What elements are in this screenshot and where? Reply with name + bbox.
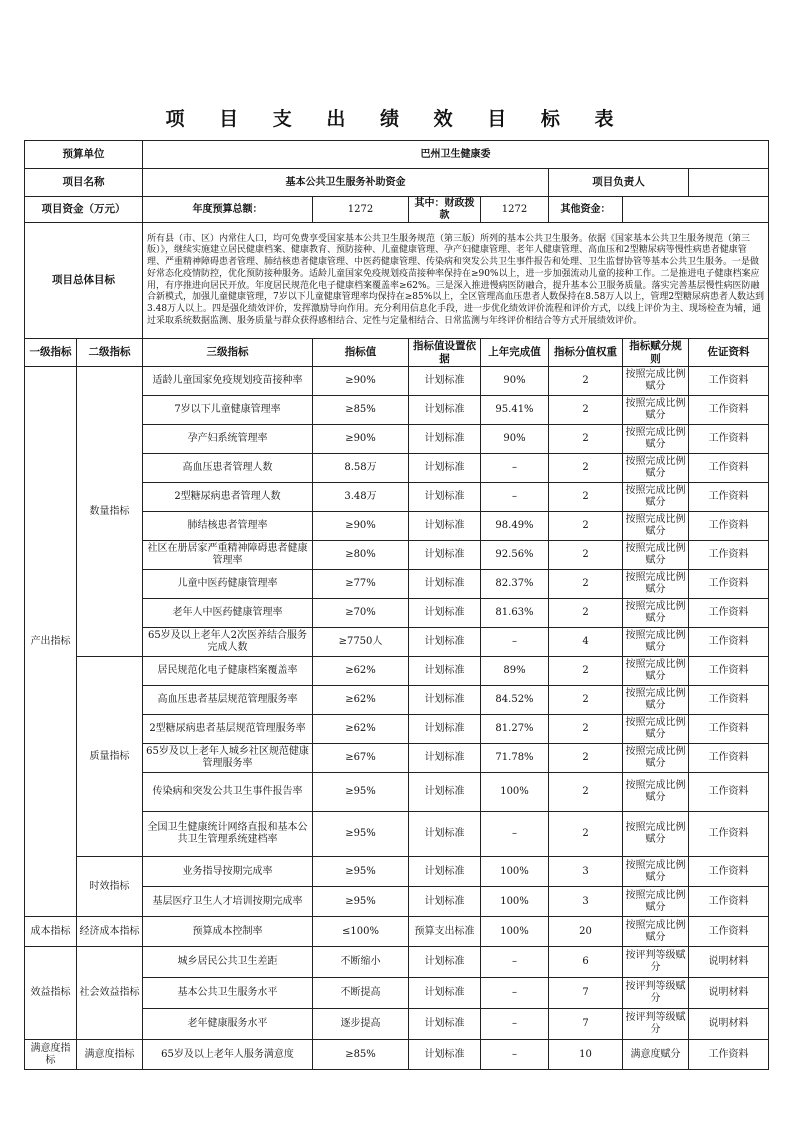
indicator-name: 社区在册居家严重精神障碍患者健康管理率: [143, 541, 313, 570]
level2-timeliness: 时效指标: [77, 857, 143, 917]
prev-value: –: [481, 483, 549, 512]
prev-value: 95.41%: [481, 396, 549, 425]
level2-econ-cost: 经济成本指标: [77, 917, 143, 947]
scoring-rule: 按照完成比例赋分: [623, 773, 689, 812]
indicator-value: ≥85%: [313, 396, 409, 425]
weight: 7: [549, 978, 623, 1009]
scoring-rule: 按照完成比例赋分: [623, 454, 689, 483]
weight: 2: [549, 454, 623, 483]
indicator-name: 7岁以下儿童健康管理率: [143, 396, 313, 425]
weight: 2: [549, 483, 623, 512]
indicator-basis: 计划标准: [409, 541, 481, 570]
indicator-value: ≥80%: [313, 541, 409, 570]
evidence: 工作资料: [689, 686, 769, 715]
indicator-value: ≥90%: [313, 367, 409, 396]
evidence: 说明材料: [689, 978, 769, 1009]
indicator-value: 8.58万: [313, 454, 409, 483]
prev-value: 71.78%: [481, 744, 549, 773]
level1-cost: 成本指标: [25, 917, 77, 947]
scoring-rule: 按照完成比例赋分: [623, 628, 689, 657]
scoring-rule: 按照完成比例赋分: [623, 686, 689, 715]
evidence: 工作资料: [689, 425, 769, 454]
indicator-value: ≤100%: [313, 917, 409, 947]
weight: 20: [549, 917, 623, 947]
weight: 10: [549, 1040, 623, 1070]
indicator-name: 城乡居民公共卫生差距: [143, 947, 313, 978]
prev-value: –: [481, 812, 549, 857]
scoring-rule: 按照完成比例赋分: [623, 887, 689, 917]
other-funds-value: [623, 197, 769, 223]
weight: 4: [549, 628, 623, 657]
scoring-rule: 按照完成比例赋分: [623, 917, 689, 947]
indicator-name: 65岁及以上老年人服务满意度: [143, 1040, 313, 1070]
indicator-value: ≥90%: [313, 425, 409, 454]
col-header: 一级指标: [25, 339, 77, 367]
indicator-value: ≥62%: [313, 686, 409, 715]
evidence: 工作资料: [689, 628, 769, 657]
indicator-basis: 计划标准: [409, 978, 481, 1009]
weight: 2: [549, 599, 623, 628]
indicator-value: 逐步提高: [313, 1009, 409, 1040]
weight: 2: [549, 715, 623, 744]
evidence: 工作资料: [689, 512, 769, 541]
indicator-value: ≥70%: [313, 599, 409, 628]
prev-value: 98.49%: [481, 512, 549, 541]
indicator-value: ≥77%: [313, 570, 409, 599]
prev-value: 82.37%: [481, 570, 549, 599]
table-row: [25, 657, 769, 686]
scoring-rule: 按照完成比例赋分: [623, 812, 689, 857]
info-row-budget-unit: [25, 141, 769, 169]
table-row: [25, 917, 769, 947]
indicator-basis: 计划标准: [409, 1009, 481, 1040]
indicator-basis: 计划标准: [409, 715, 481, 744]
scoring-rule: 按照完成比例赋分: [623, 570, 689, 599]
scoring-rule: 按照完成比例赋分: [623, 715, 689, 744]
col-header: 指标值: [313, 339, 409, 367]
prev-value: –: [481, 1009, 549, 1040]
info-row-project-name: [25, 169, 769, 197]
evidence: 工作资料: [689, 857, 769, 887]
info-row-goal: [25, 223, 769, 339]
indicator-basis: 计划标准: [409, 396, 481, 425]
col-header: 佐证资料: [689, 339, 769, 367]
indicator-value: ≥90%: [313, 512, 409, 541]
indicator-name: 适龄儿童国家免疫规划疫苗接种率: [143, 367, 313, 396]
goal-text: 所有县（市、区）内常住人口，均可免费享受国家基本公共卫生服务规范（第三版）所列的基本公共卫生服务。依据《国家基本公共卫生服务规范（第三版）》，继续实施建立居民健康档案、健康教育、预防接种、儿童健康管理、孕产妇健康管理、老年人健康管理、高血压和2型糖尿病等慢性病患者健康管理、严重精神障碍患者管理、肺结核患者健康管理、中医药健康管理、传染病和突发公共卫生事件报告和处理、卫生监督协管等基本公共卫生服务。一是做好常态化疫情防控，优化预防接种服务。适龄儿童国家免疫规划疫苗接种率保持在≥90%以上，进一步加强流动儿童的接种工作。二是推进电子健康档案应用，有序推进向居民开放。年度居民规范化电子健康档案覆盖率≥62%。三是深入推进慢病医防融合，提升基本公卫服务质量。落实完善基层慢性病医防融合新模式，加强儿童健康管理，7岁以下儿童健康管理率均保持在≥85%以上，全区管理高血压患者人数保持在8.58万人以上，管理2型糖尿病患者人数达到3.48万人以上。四是强化绩效评价，发挥激励导向作用。充分利用信息化手段，进一步优化绩效评价流程和评价方式，以线上评价为主、现场检查为辅，通过采取系统数据监测、服务质量与群众获得感相结合、定性与定量相结合、日常监测与年终评价相结合等方式开展绩效评价。: [143, 223, 769, 339]
indicator-name: 老年健康服务水平: [143, 1009, 313, 1040]
evidence: 工作资料: [689, 887, 769, 917]
prev-value: –: [481, 454, 549, 483]
indicator-basis: 计划标准: [409, 483, 481, 512]
indicator-value: 不断提高: [313, 978, 409, 1009]
indicator-name: 孕产妇系统管理率: [143, 425, 313, 454]
indicator-name: 居民规范化电子健康档案覆盖率: [143, 657, 313, 686]
indicator-basis: 计划标准: [409, 657, 481, 686]
indicator-basis: 计划标准: [409, 812, 481, 857]
page-title: 项 目 支 出 绩 效 目 标 表: [165, 108, 628, 130]
indicator-basis: 计划标准: [409, 887, 481, 917]
weight: 2: [549, 541, 623, 570]
indicator-name: 老年人中医药健康管理率: [143, 599, 313, 628]
level1-satisfaction: 满意度指标: [25, 1040, 77, 1070]
prev-value: 90%: [481, 425, 549, 454]
scoring-rule: 按评判等级赋分: [623, 978, 689, 1009]
table-row: [25, 367, 769, 396]
manager-value: [689, 169, 769, 197]
scoring-rule: 按照完成比例赋分: [623, 744, 689, 773]
col-header: 指标分值权重: [549, 339, 623, 367]
evidence: 工作资料: [689, 454, 769, 483]
weight: 7: [549, 1009, 623, 1040]
scoring-rule: 按照完成比例赋分: [623, 396, 689, 425]
evidence: 说明材料: [689, 1009, 769, 1040]
indicator-name: 2型糖尿病患者基层规范管理服务率: [143, 715, 313, 744]
indicator-name: 2型糖尿病患者管理人数: [143, 483, 313, 512]
evidence: 工作资料: [689, 744, 769, 773]
prev-value: 90%: [481, 367, 549, 396]
fiscal-value: 1272: [481, 197, 549, 223]
col-header: 指标值设置依据: [409, 339, 481, 367]
scoring-rule: 按照完成比例赋分: [623, 367, 689, 396]
prev-value: 81.27%: [481, 715, 549, 744]
indicator-value: ≥95%: [313, 887, 409, 917]
level1-output: 产出指标: [25, 367, 77, 917]
evidence: 工作资料: [689, 812, 769, 857]
indicator-basis: 计划标准: [409, 857, 481, 887]
indicator-value: 3.48万: [313, 483, 409, 512]
scoring-rule: 按评判等级赋分: [623, 1009, 689, 1040]
weight: 2: [549, 367, 623, 396]
indicator-value: ≥95%: [313, 773, 409, 812]
prev-value: 92.56%: [481, 541, 549, 570]
indicator-basis: 计划标准: [409, 628, 481, 657]
prev-value: 100%: [481, 857, 549, 887]
scoring-rule: 按照完成比例赋分: [623, 541, 689, 570]
scoring-rule: 按照完成比例赋分: [623, 483, 689, 512]
project-name-value: 基本公共卫生服务补助资金: [143, 169, 549, 197]
prev-value: 89%: [481, 657, 549, 686]
indicator-name: 65岁及以上老年人2次医养结合服务完成人数: [143, 628, 313, 657]
indicator-value: ≥67%: [313, 744, 409, 773]
table-row: [25, 1040, 769, 1070]
weight: 6: [549, 947, 623, 978]
evidence: 工作资料: [689, 396, 769, 425]
table-row: [25, 947, 769, 978]
annual-total-value: 1272: [313, 197, 409, 223]
scoring-rule: 按照完成比例赋分: [623, 512, 689, 541]
scoring-rule: 按照完成比例赋分: [623, 425, 689, 454]
weight: 2: [549, 686, 623, 715]
scoring-rule: 按照完成比例赋分: [623, 657, 689, 686]
funds-label: 项目资金（万元）: [25, 197, 143, 223]
indicator-value: 不断缩小: [313, 947, 409, 978]
header-row: [25, 339, 769, 367]
level2-quality: 质量指标: [77, 657, 143, 857]
manager-label: 项目负责人: [549, 169, 689, 197]
evidence: 说明材料: [689, 947, 769, 978]
weight: 2: [549, 512, 623, 541]
indicator-basis: 预算支出标准: [409, 917, 481, 947]
indicator-name: 高血压患者基层规范管理服务率: [143, 686, 313, 715]
indicator-name: 全国卫生健康统计网络直报和基本公共卫生管理系统建档率: [143, 812, 313, 857]
performance-table: [24, 140, 769, 1070]
weight: 2: [549, 396, 623, 425]
indicator-value: ≥95%: [313, 857, 409, 887]
budget-unit-value: 巴州卫生健康委: [143, 141, 769, 169]
indicator-basis: 计划标准: [409, 367, 481, 396]
weight: 2: [549, 773, 623, 812]
evidence: 工作资料: [689, 541, 769, 570]
prev-value: –: [481, 628, 549, 657]
scoring-rule: 按评判等级赋分: [623, 947, 689, 978]
prev-value: –: [481, 978, 549, 1009]
scoring-rule: 满意度赋分: [623, 1040, 689, 1070]
indicator-name: 传染病和突发公共卫生事件报告率: [143, 773, 313, 812]
evidence: 工作资料: [689, 1040, 769, 1070]
indicator-name: 基本公共卫生服务水平: [143, 978, 313, 1009]
col-header: 上年完成值: [481, 339, 549, 367]
annual-total-label: 年度预算总额：: [143, 197, 313, 223]
indicator-name: 65岁及以上老年人城乡社区规范健康管理服务率: [143, 744, 313, 773]
evidence: 工作资料: [689, 599, 769, 628]
prev-value: 100%: [481, 773, 549, 812]
evidence: 工作资料: [689, 715, 769, 744]
indicator-basis: 计划标准: [409, 454, 481, 483]
indicator-basis: 计划标准: [409, 686, 481, 715]
indicator-value: ≥95%: [313, 812, 409, 857]
indicator-basis: 计划标准: [409, 1040, 481, 1070]
prev-value: 100%: [481, 917, 549, 947]
weight: 2: [549, 570, 623, 599]
indicator-basis: 计划标准: [409, 599, 481, 628]
weight: 2: [549, 425, 623, 454]
info-row-funds: [25, 197, 769, 223]
evidence: 工作资料: [689, 773, 769, 812]
prev-value: 81.63%: [481, 599, 549, 628]
weight: 2: [549, 657, 623, 686]
indicator-basis: 计划标准: [409, 570, 481, 599]
weight: 2: [549, 812, 623, 857]
weight: 2: [549, 744, 623, 773]
indicator-name: 肺结核患者管理率: [143, 512, 313, 541]
indicator-name: 儿童中医药健康管理率: [143, 570, 313, 599]
level2-satisfaction: 满意度指标: [77, 1040, 143, 1070]
level1-benefit: 效益指标: [25, 947, 77, 1040]
goal-label: 项目总体目标: [25, 223, 143, 339]
weight: 3: [549, 887, 623, 917]
budget-unit-label: 预算单位: [25, 141, 143, 169]
prev-value: 84.52%: [481, 686, 549, 715]
level2-quantity: 数量指标: [77, 367, 143, 657]
indicator-basis: 计划标准: [409, 744, 481, 773]
level2-social: 社会效益指标: [77, 947, 143, 1040]
indicator-name: 预算成本控制率: [143, 917, 313, 947]
other-funds-label: 其他资金：: [549, 197, 623, 223]
evidence: 工作资料: [689, 483, 769, 512]
evidence: 工作资料: [689, 367, 769, 396]
col-header: 指标赋分规则: [623, 339, 689, 367]
table-row: [25, 857, 769, 887]
col-header: 三级指标: [143, 339, 313, 367]
indicator-name: 基层医疗卫生人才培训按期完成率: [143, 887, 313, 917]
col-header: 二级指标: [77, 339, 143, 367]
indicator-basis: 计划标准: [409, 947, 481, 978]
indicator-name: 高血压患者管理人数: [143, 454, 313, 483]
prev-value: –: [481, 1040, 549, 1070]
indicator-name: 业务指导按期完成率: [143, 857, 313, 887]
indicator-value: ≥62%: [313, 657, 409, 686]
indicator-basis: 计划标准: [409, 512, 481, 541]
fiscal-label: 其中：财政拨款: [409, 197, 481, 223]
scoring-rule: 按照完成比例赋分: [623, 599, 689, 628]
evidence: 工作资料: [689, 570, 769, 599]
indicator-basis: 计划标准: [409, 425, 481, 454]
indicator-value: ≥62%: [313, 715, 409, 744]
indicator-value: ≥85%: [313, 1040, 409, 1070]
project-name-label: 项目名称: [25, 169, 143, 197]
evidence: 工作资料: [689, 917, 769, 947]
evidence: 工作资料: [689, 657, 769, 686]
prev-value: 100%: [481, 887, 549, 917]
indicator-value: ≥7750人: [313, 628, 409, 657]
scoring-rule: 按照完成比例赋分: [623, 857, 689, 887]
prev-value: –: [481, 947, 549, 978]
weight: 3: [549, 857, 623, 887]
indicator-basis: 计划标准: [409, 773, 481, 812]
